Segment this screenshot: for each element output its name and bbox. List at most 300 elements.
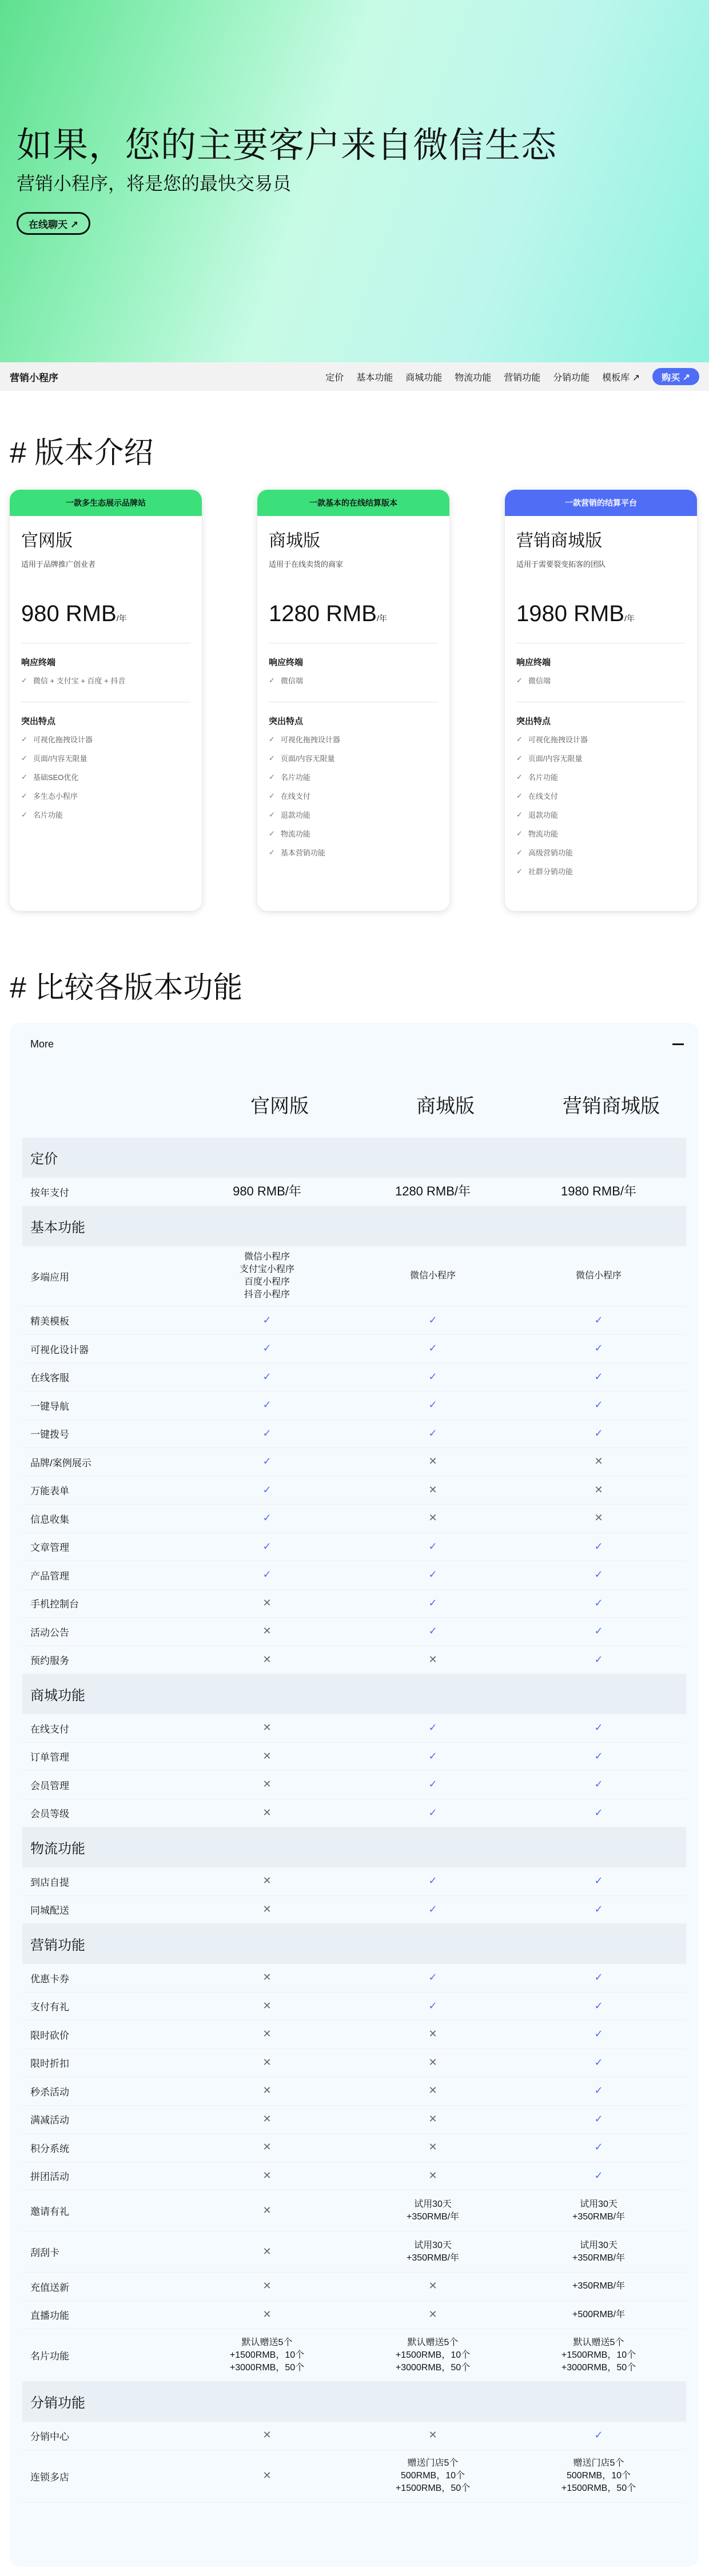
nav-link-distribution[interactable]: 分销功能 — [553, 373, 590, 383]
nav-link-basic[interactable]: 基本功能 — [356, 373, 393, 383]
card-price — [21, 601, 190, 627]
cell-value: +500RMB/年 — [572, 2309, 626, 2319]
check-icon: ✓ — [594, 1903, 603, 1915]
terminal-text: 微信端 — [280, 677, 303, 685]
feature-item — [269, 828, 438, 839]
check-icon: ✓ — [428, 1370, 437, 1382]
cell-value: 1280 RMB/年 — [395, 1184, 471, 1199]
check-icon: ✓ — [594, 2141, 603, 2153]
price-unit: /年 — [624, 614, 635, 623]
cross-icon: ✕ — [262, 2085, 272, 2097]
feature-text: 可视化拖拽设计器 — [528, 735, 588, 744]
feature-name: 按年支付 — [30, 1187, 69, 1198]
check-icon: ✓ — [262, 1512, 272, 1524]
group-label: 营销功能 — [30, 1938, 85, 1953]
check-icon: ✓ — [594, 2028, 603, 2040]
nav-link-pricing[interactable]: 定价 — [325, 373, 344, 383]
feature-name: 可视化设计器 — [30, 1344, 89, 1355]
feature-text: 名片功能 — [528, 773, 558, 782]
hero-title: 如果，您的主要客户来自微信生态 — [17, 126, 557, 165]
feature-text: 基本营销功能 — [280, 849, 325, 857]
cross-icon: ✕ — [428, 2028, 437, 2040]
cross-icon: ✕ — [262, 2429, 272, 2441]
feature-text: 多生态小程序 — [33, 792, 78, 801]
cross-icon: ✕ — [428, 2141, 437, 2153]
cross-icon: ✕ — [262, 1778, 272, 1790]
cross-icon: ✕ — [428, 2056, 437, 2068]
table-row — [22, 1867, 686, 1896]
check-icon: ✓ — [428, 1806, 437, 1818]
features-heading: 突出特点 — [269, 717, 304, 726]
nav-link-templates[interactable]: 模板库 ↗ — [602, 373, 640, 383]
check-icon: ✓ — [594, 1971, 603, 1983]
check-icon: ✓ — [262, 1483, 272, 1495]
cross-icon: ✕ — [428, 2308, 437, 2320]
table-row — [22, 2422, 686, 2450]
cell-value: 默认赠送5个 +1500RMB，10个 +3000RMB，50个 — [561, 2337, 636, 2373]
group-row — [22, 1827, 686, 1867]
cross-icon: ✕ — [262, 1625, 272, 1637]
feature-item — [269, 753, 438, 763]
table-row — [22, 2273, 686, 2301]
card-badge: 一款营销的结算平台 — [505, 490, 697, 516]
table-row — [22, 2450, 686, 2503]
card-badge: 一款基本的在线结算版本 — [257, 490, 449, 516]
check-icon: ✓ — [594, 1625, 603, 1637]
cross-icon: ✕ — [262, 2141, 272, 2153]
cross-icon: ✕ — [262, 1903, 272, 1915]
feature-name: 优惠卡券 — [30, 1973, 69, 1985]
check-icon: ✓ — [594, 1370, 603, 1382]
check-icon: ✓ — [594, 2056, 603, 2068]
price-value: 1980 RMB — [516, 601, 624, 626]
feature-name: 邀请有礼 — [30, 2206, 69, 2217]
hero-subtitle: 营销小程序，将是您的最快交易员 — [17, 173, 292, 194]
check-icon: ✓ — [428, 1875, 437, 1887]
card-price — [269, 601, 438, 627]
table-row — [22, 1590, 686, 1618]
cross-icon: ✕ — [262, 1750, 272, 1762]
check-icon: ✓ — [262, 1314, 272, 1326]
feature-item — [516, 753, 686, 763]
cross-icon: ✕ — [262, 2056, 272, 2068]
check-icon: ✓ — [594, 1597, 603, 1609]
table-row — [22, 1533, 686, 1562]
cross-icon: ✕ — [428, 1512, 437, 1524]
feature-name: 活动公告 — [30, 1627, 69, 1638]
check-icon: ✓ — [428, 1427, 437, 1439]
cell-value: 微信小程序 支付宝小程序 百度小程序 抖音小程序 — [239, 1252, 294, 1299]
cell-value: +350RMB/年 — [572, 2281, 626, 2291]
cell-value: 赠送门店5个 500RMB，10个 +1500RMB，50个 — [561, 2458, 636, 2493]
cell-value: 微信小程序 — [409, 1271, 456, 1281]
table-row — [22, 1964, 686, 1993]
feature-text: 页面/内容无限量 — [280, 754, 335, 763]
group-label: 基本功能 — [30, 1219, 85, 1235]
check-icon: ✓ — [516, 847, 523, 857]
cross-icon: ✕ — [262, 2169, 272, 2181]
feature-text: 社群分销功能 — [528, 867, 573, 876]
cross-icon: ✕ — [428, 1653, 437, 1665]
price-value: 1280 RMB — [269, 601, 377, 626]
check-icon: ✓ — [428, 1999, 437, 2011]
check-icon: ✓ — [428, 1342, 437, 1354]
feature-name: 限时砍价 — [30, 2030, 69, 2041]
card-desc: 适用于在线卖货的商家 — [269, 560, 344, 569]
table-row — [22, 1505, 686, 1533]
cross-icon: ✕ — [262, 2470, 272, 2481]
feature-item — [516, 847, 686, 858]
feature-name: 拼团活动 — [30, 2171, 69, 2183]
feature-item — [269, 847, 438, 858]
feature-item — [269, 734, 438, 745]
cross-icon: ✕ — [262, 2113, 272, 2125]
cross-icon: ✕ — [594, 1455, 603, 1467]
feature-item — [516, 809, 686, 820]
feature-text: 退款功能 — [528, 811, 558, 819]
feature-item — [516, 866, 686, 877]
check-icon: ✓ — [269, 829, 275, 838]
feature-text: 在线支付 — [528, 792, 558, 801]
check-icon: ✓ — [269, 847, 275, 857]
check-icon: ✓ — [594, 1722, 603, 1734]
terminal-item — [269, 675, 438, 686]
table-row — [22, 1335, 686, 1363]
feature-text: 可视化拖拽设计器 — [280, 735, 340, 744]
cross-icon: ✕ — [594, 1483, 603, 1495]
feature-text: 名片功能 — [33, 811, 63, 819]
card-price — [516, 601, 686, 627]
cell-value: 980 RMB/年 — [233, 1184, 301, 1199]
group-row — [22, 1206, 686, 1246]
compare-title: # 比较各版本功能 — [10, 971, 243, 1005]
cross-icon: ✕ — [428, 2169, 437, 2181]
feature-text: 物流功能 — [528, 830, 558, 838]
cross-icon: ✕ — [428, 1483, 437, 1495]
feature-name: 到店自提 — [30, 1877, 69, 1888]
price-unit: /年 — [376, 614, 387, 623]
check-icon: ✓ — [21, 675, 27, 685]
cell-value: 默认赠送5个 +1500RMB，10个 +3000RMB，50个 — [229, 2337, 305, 2373]
feature-item — [21, 753, 190, 763]
cross-icon: ✕ — [428, 2085, 437, 2097]
terminal-text: 微信 + 支付宝 + 百度 + 抖音 — [33, 677, 126, 685]
feature-name: 一键拨号 — [30, 1429, 69, 1441]
group-row — [22, 1924, 686, 1964]
check-icon: ✓ — [594, 1540, 603, 1552]
version-card — [10, 490, 202, 911]
table-row — [22, 1420, 686, 1449]
check-icon: ✓ — [428, 1314, 437, 1326]
feature-name: 会员管理 — [30, 1780, 69, 1791]
feature-name: 支付有礼 — [30, 2002, 69, 2013]
table-row — [22, 1771, 686, 1799]
feature-item — [21, 809, 190, 820]
feature-name: 秒杀活动 — [30, 2086, 69, 2098]
check-icon: ✓ — [516, 810, 523, 819]
table-row — [22, 1391, 686, 1420]
cross-icon: ✕ — [262, 1971, 272, 1983]
cross-icon: ✕ — [262, 1722, 272, 1734]
header-official: 官网版 — [250, 1095, 309, 1117]
table-row — [22, 1896, 686, 1925]
cell-value: 默认赠送5个 +1500RMB，10个 +3000RMB，50个 — [395, 2337, 471, 2373]
table-row — [22, 1618, 686, 1646]
check-icon: ✓ — [428, 1750, 437, 1762]
table-row — [22, 2021, 686, 2049]
table-row — [22, 2106, 686, 2134]
feature-item — [269, 809, 438, 820]
group-row — [22, 1674, 686, 1714]
terminal-text: 微信端 — [528, 677, 551, 685]
table-row — [22, 1993, 686, 2021]
cross-icon: ✕ — [262, 1999, 272, 2011]
group-label: 分销功能 — [30, 2395, 85, 2411]
feature-text: 基础SEO优化 — [33, 773, 79, 782]
cross-icon: ✕ — [428, 2280, 437, 2292]
feature-name: 分销中心 — [30, 2431, 69, 2442]
feature-text: 高级营销功能 — [528, 849, 573, 857]
check-icon: ✓ — [262, 1569, 272, 1581]
check-icon: ✓ — [262, 1540, 272, 1552]
feature-name: 信息收集 — [30, 1514, 69, 1525]
table-row — [22, 2329, 686, 2382]
feature-text: 在线支付 — [280, 792, 310, 801]
feature-name: 万能表单 — [30, 1486, 69, 1497]
feature-name: 订单管理 — [30, 1752, 69, 1763]
check-icon: ✓ — [594, 1427, 603, 1439]
check-icon: ✓ — [428, 1903, 437, 1915]
cross-icon: ✕ — [262, 1806, 272, 1818]
table-row — [22, 1561, 686, 1590]
group-label: 商城功能 — [30, 1688, 85, 1703]
table-row — [22, 1646, 686, 1675]
check-icon: ✓ — [21, 734, 27, 743]
check-icon: ✓ — [262, 1342, 272, 1354]
cross-icon: ✕ — [262, 1597, 272, 1609]
feature-text: 可视化拖拽设计器 — [33, 735, 93, 744]
card-name: 官网版 — [21, 531, 73, 550]
card-name: 商城版 — [269, 531, 320, 550]
nav-link-mall[interactable]: 商城功能 — [405, 373, 443, 383]
table-row — [22, 2049, 686, 2078]
check-icon: ✓ — [594, 2169, 603, 2181]
cell-value: 试用30天 +350RMB/年 — [406, 2199, 460, 2222]
cross-icon: ✕ — [262, 2245, 272, 2257]
feature-name: 充值送新 — [30, 2282, 69, 2293]
check-icon: ✓ — [594, 1569, 603, 1581]
cross-icon: ✕ — [428, 2429, 437, 2441]
check-icon: ✓ — [516, 791, 523, 800]
group-row — [22, 1138, 686, 1178]
terminal-heading: 响应终端 — [269, 658, 304, 667]
check-icon: ✓ — [516, 772, 523, 781]
check-icon: ✓ — [516, 866, 523, 875]
table-row — [22, 2134, 686, 2162]
check-icon: ✓ — [594, 1399, 603, 1411]
check-icon: ✓ — [516, 675, 523, 685]
cross-icon: ✕ — [594, 1512, 603, 1524]
check-icon: ✓ — [262, 1427, 272, 1439]
nav-link-marketing[interactable]: 营销功能 — [504, 373, 541, 383]
feature-item — [516, 734, 686, 745]
group-label: 定价 — [30, 1151, 58, 1167]
feature-name: 精美模板 — [30, 1316, 69, 1327]
check-icon: ✓ — [594, 2429, 603, 2441]
feature-name: 名片功能 — [30, 2351, 69, 2362]
check-icon: ✓ — [21, 772, 27, 781]
cell-value: 1980 RMB/年 — [560, 1184, 637, 1199]
feature-name: 满减活动 — [30, 2115, 69, 2126]
feature-name: 限时折扣 — [30, 2058, 69, 2070]
check-icon: ✓ — [262, 1370, 272, 1382]
feature-name: 积分系统 — [30, 2143, 69, 2154]
check-icon: ✓ — [269, 675, 275, 685]
versions-title: # 版本介绍 — [10, 437, 154, 470]
check-icon: ✓ — [428, 1778, 437, 1790]
table-row — [22, 2162, 686, 2191]
header-mall: 商城版 — [416, 1095, 475, 1117]
cross-icon: ✕ — [428, 1455, 437, 1467]
more-toggle[interactable] — [10, 1023, 699, 1065]
check-icon: ✓ — [594, 2113, 603, 2125]
feature-item — [21, 790, 190, 801]
check-icon: ✓ — [269, 791, 275, 800]
table-row — [22, 2231, 686, 2273]
feature-text: 退款功能 — [280, 811, 310, 819]
feature-text: 页面/内容无限量 — [528, 754, 583, 763]
table-row — [22, 1714, 686, 1743]
more-label: More — [30, 1038, 54, 1050]
check-icon: ✓ — [428, 1722, 437, 1734]
check-icon: ✓ — [594, 2085, 603, 2097]
price-unit: /年 — [116, 614, 127, 623]
check-icon: ✓ — [594, 1806, 603, 1818]
version-card — [505, 490, 697, 911]
table-row — [22, 1477, 686, 1505]
cell-value: 微信小程序 — [575, 1271, 622, 1281]
table-row — [22, 1178, 686, 1206]
check-icon: ✓ — [21, 791, 27, 800]
check-icon: ✓ — [21, 810, 27, 819]
feature-item — [516, 771, 686, 782]
cross-icon: ✕ — [262, 2028, 272, 2040]
feature-text: 名片功能 — [280, 773, 310, 782]
feature-item — [21, 771, 190, 782]
table-row — [22, 1799, 686, 1828]
group-row — [22, 2382, 686, 2422]
terminal-heading: 响应终端 — [516, 658, 551, 667]
check-icon: ✓ — [269, 753, 275, 762]
check-icon: ✓ — [269, 810, 275, 819]
collapse-icon — [672, 1043, 684, 1045]
cell-value: 赠送门店5个 500RMB，10个 +1500RMB，50个 — [395, 2458, 471, 2493]
brand-name[interactable]: 营销小程序 — [10, 372, 58, 383]
check-icon: ✓ — [428, 1569, 437, 1581]
buy-button[interactable]: 购买 ↗ — [652, 368, 699, 385]
feature-item — [269, 790, 438, 801]
cell-value: 试用30天 +350RMB/年 — [572, 2199, 626, 2222]
check-icon: ✓ — [428, 1540, 437, 1552]
cross-icon: ✕ — [262, 2280, 272, 2292]
check-icon: ✓ — [262, 1455, 272, 1467]
cross-icon: ✕ — [262, 2308, 272, 2320]
check-icon: ✓ — [594, 1750, 603, 1762]
feature-name: 文章管理 — [30, 1542, 69, 1554]
check-icon: ✓ — [21, 753, 27, 762]
table-row — [22, 2301, 686, 2330]
price-value: 980 RMB — [21, 601, 117, 626]
check-icon: ✓ — [269, 772, 275, 781]
feature-item — [21, 734, 190, 745]
feature-text: 物流功能 — [280, 830, 310, 838]
check-icon: ✓ — [594, 1999, 603, 2011]
cell-value: 试用30天 +350RMB/年 — [572, 2240, 626, 2263]
features-heading: 突出特点 — [21, 717, 56, 726]
header-marketing: 营销商城版 — [563, 1095, 660, 1117]
check-icon: ✓ — [428, 1399, 437, 1411]
features-heading: 突出特点 — [516, 717, 551, 726]
check-icon: ✓ — [428, 1625, 437, 1637]
feature-name: 连锁多店 — [30, 2471, 69, 2483]
check-icon: ✓ — [262, 1399, 272, 1411]
feature-name: 直播功能 — [30, 2310, 69, 2322]
feature-item — [516, 828, 686, 839]
cross-icon: ✕ — [262, 1875, 272, 1887]
feature-item — [516, 790, 686, 801]
table-row — [22, 2077, 686, 2106]
check-icon: ✓ — [594, 1875, 603, 1887]
card-badge: 一款多生态展示品牌站 — [10, 490, 202, 516]
check-icon: ✓ — [428, 1971, 437, 1983]
check-icon: ✓ — [269, 734, 275, 743]
feature-name: 预约服务 — [30, 1655, 69, 1667]
table-row — [22, 1363, 686, 1392]
check-icon: ✓ — [594, 1342, 603, 1354]
nav-links — [325, 368, 699, 385]
check-icon: ✓ — [428, 1597, 437, 1609]
check-icon: ✓ — [516, 753, 523, 762]
feature-name: 多端应用 — [30, 1271, 69, 1283]
check-icon: ✓ — [516, 734, 523, 743]
feature-name: 在线客服 — [30, 1373, 69, 1384]
nav-link-logistics[interactable]: 物流功能 — [455, 373, 492, 383]
feature-name: 同城配送 — [30, 1905, 69, 1917]
hero-banner — [0, 0, 709, 362]
check-icon: ✓ — [594, 1778, 603, 1790]
check-icon: ✓ — [594, 1653, 603, 1665]
feature-name: 在线支付 — [30, 1723, 69, 1735]
feature-name: 产品管理 — [30, 1570, 69, 1582]
table-row — [22, 1743, 686, 1771]
card-desc: 适用于品牌推广创业者 — [21, 560, 96, 569]
feature-name: 刮刮卡 — [30, 2247, 59, 2258]
check-icon: ✓ — [594, 1314, 603, 1326]
cell-value: 试用30天 +350RMB/年 — [406, 2240, 460, 2263]
feature-name: 会员等级 — [30, 1809, 69, 1820]
table-row — [22, 1448, 686, 1477]
group-label: 物流功能 — [30, 1841, 85, 1857]
online-chat-button[interactable]: 在线聊天 ↗ — [17, 212, 90, 235]
check-icon: ✓ — [516, 829, 523, 838]
card-desc: 适用于需要裂变拓客的团队 — [516, 560, 606, 569]
feature-text: 页面/内容无限量 — [33, 754, 87, 763]
cross-icon: ✕ — [262, 2204, 272, 2216]
table-row — [22, 2190, 686, 2231]
cross-icon: ✕ — [262, 1653, 272, 1665]
table-row — [22, 1307, 686, 1335]
top-nav — [0, 362, 709, 391]
